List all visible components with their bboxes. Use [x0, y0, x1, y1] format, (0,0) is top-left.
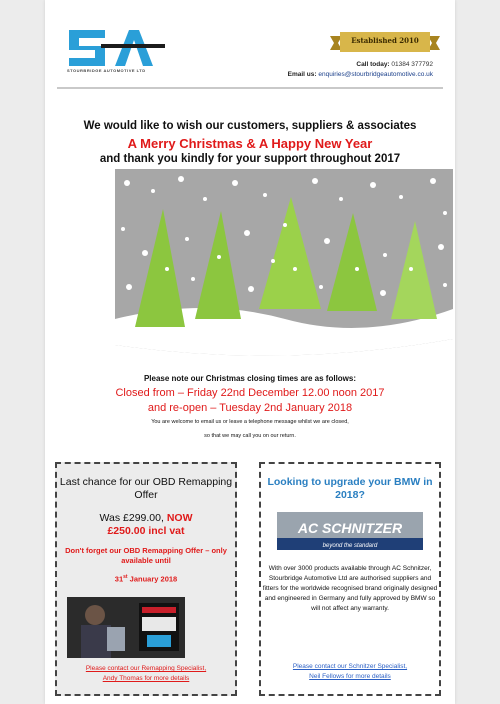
greeting-line-1: We would like to wish our customers, suppliers & associates	[83, 120, 417, 132]
contact-block	[288, 60, 433, 80]
schnitzer-contact[interactable]	[261, 662, 439, 682]
remap-contact-line-1[interactable]: Please contact our Remapping Specialist,	[85, 665, 207, 672]
greeting-line-3: and thank you kindly for your support throughout 2017	[99, 153, 401, 165]
remap-offer-title: Last chance for our OBD Remapping Offer	[59, 476, 233, 501]
price-now-label: NOW	[166, 512, 193, 524]
remap-reminder: Don't forget our OBD Remapping Offer – only available until	[65, 546, 227, 565]
schnitzer-contact-line-1[interactable]: Please contact our Schnitzer Specialist,	[292, 663, 408, 670]
header-divider	[57, 87, 443, 89]
remap-contact-line-2[interactable]: Andy Thomas for more details	[102, 675, 190, 682]
established-text: Established 2010	[351, 36, 419, 45]
brand-name: AC SCHNITZER	[297, 520, 403, 536]
email-sheet	[45, 0, 455, 704]
remap-offer-box	[55, 462, 237, 696]
remap-technician-image	[67, 597, 185, 658]
christmas-trees-image	[115, 169, 453, 363]
remap-price-line	[57, 512, 235, 524]
schnitzer-box	[259, 462, 441, 696]
call-label: Call today:	[356, 61, 390, 68]
price-now: £250.00 incl vat	[107, 525, 185, 537]
brand-tagline: beyond the standard	[322, 543, 378, 549]
email-label: Email us:	[287, 71, 317, 78]
schnitzer-title: Looking to upgrade your BMW in 2018?	[267, 476, 433, 501]
remap-deadline: 31st January 2018	[114, 574, 178, 584]
closing-date: Closed from – Friday 22nd December 12.00 noon 2017	[115, 387, 385, 399]
greeting-headline: A Merry Christmas & A Happy New Year	[127, 136, 373, 151]
schnitzer-contact-line-2[interactable]: Neil Fellows for more details	[309, 673, 391, 680]
closing-intro: Please note our Christmas closing times are as follows:	[143, 374, 357, 383]
email-link[interactable]: enquiries@stourbridgeautomotive.co.uk	[318, 71, 433, 78]
reopen-date: and re-open – Tuesday 2nd January 2018	[147, 402, 353, 414]
phone-number[interactable]: 01384 377792	[391, 61, 433, 68]
schnitzer-body: With over 3000 products available through AC Schnitzer, Stourbridge Automotive Ltd are authorised suppliers and fitters for the worldwide recognised brand originally designed and engineered in Germany and fully approved by BMW so will not affect any warranty.	[262, 565, 438, 612]
ac-schnitzer-logo	[277, 512, 423, 550]
closing-note-2: so that we may call you on our return.	[204, 433, 296, 439]
price-was: Was £299.00,	[99, 512, 164, 524]
closing-note-1: You are welcome to email us or leave a telephone message whilst we are closed,	[151, 419, 349, 425]
logo-subtitle: STOURBRIDGE AUTOMOTIVE LTD	[67, 68, 146, 73]
remap-contact[interactable]	[57, 664, 235, 684]
